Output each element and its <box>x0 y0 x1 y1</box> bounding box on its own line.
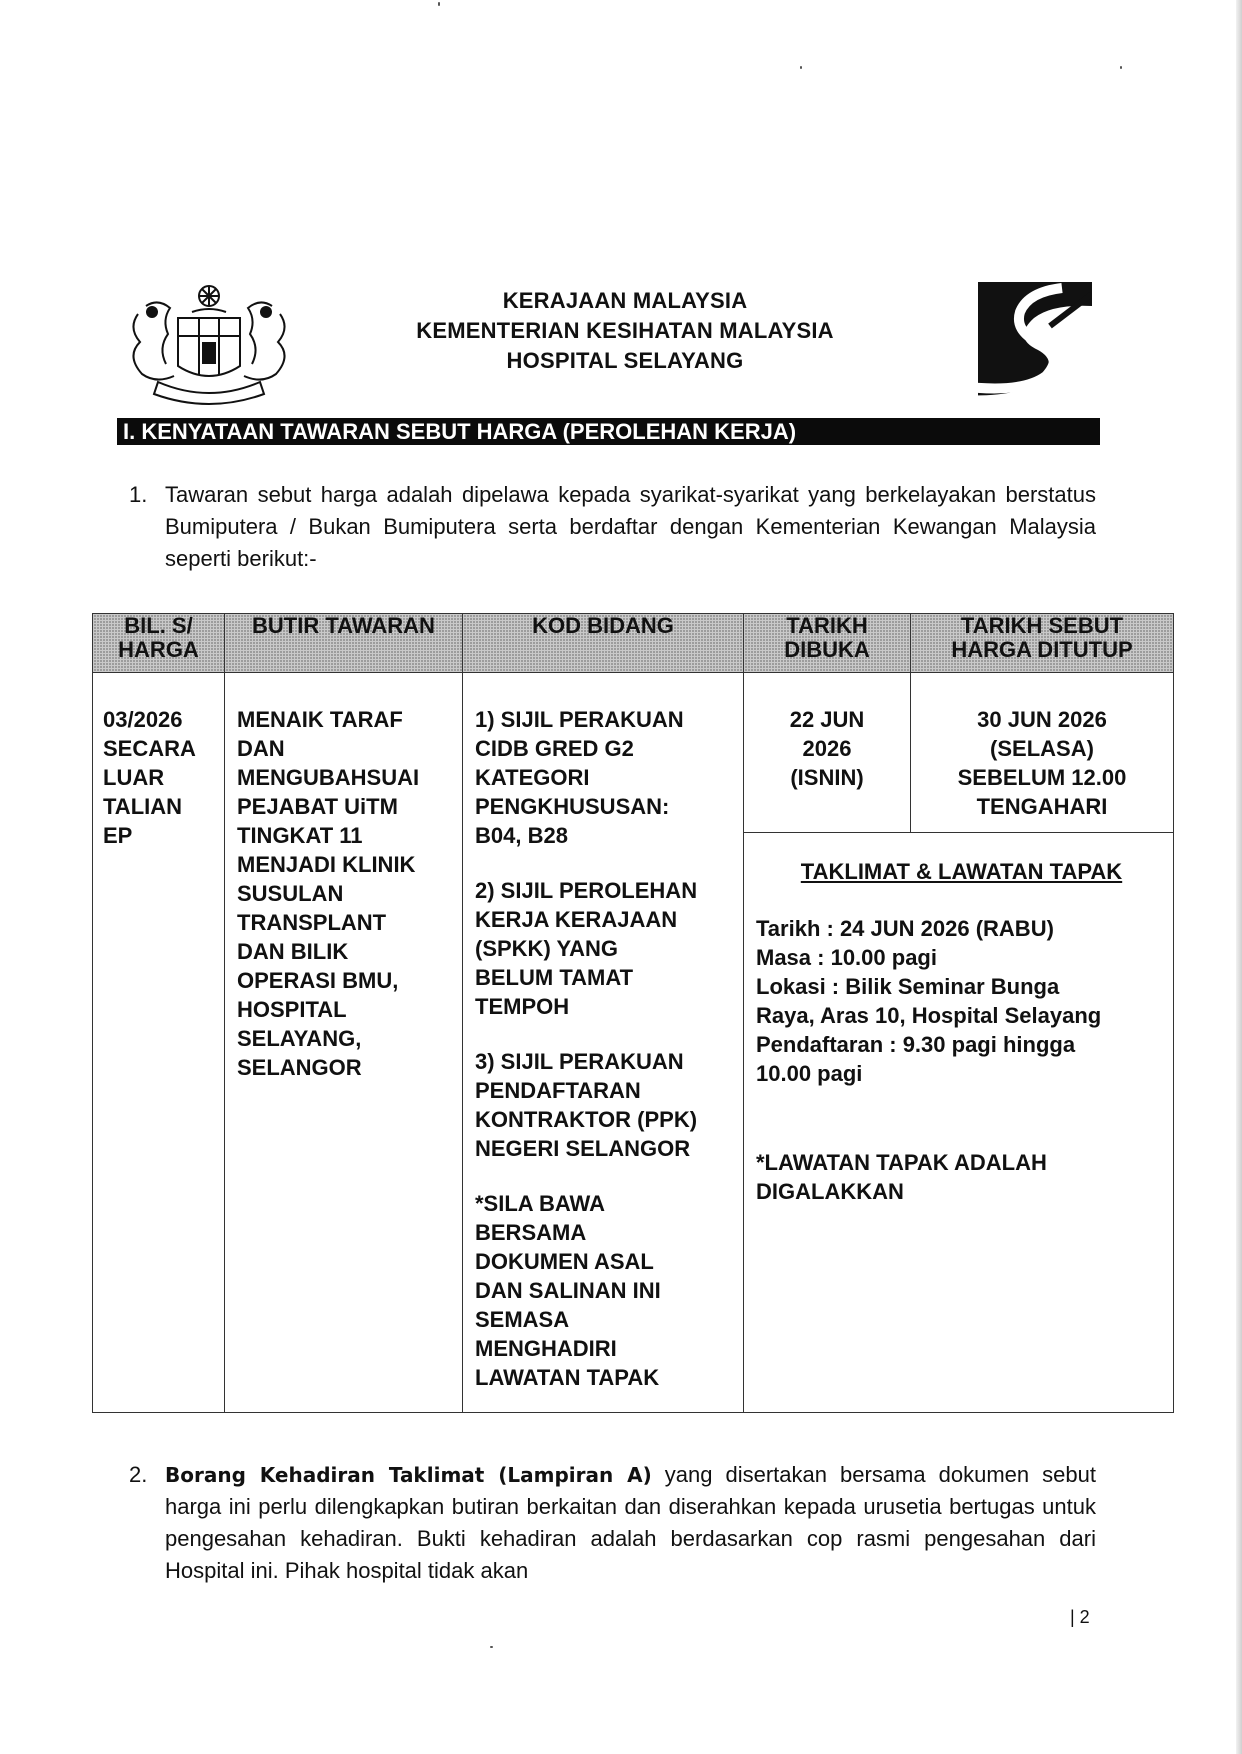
header-text: TARIKH <box>786 613 868 638</box>
cell-line: PENGKHUSUSAN: <box>475 794 670 819</box>
cell-line: 3) SIJIL PERAKUAN <box>475 1049 684 1074</box>
header-kod: KOD BIDANG <box>463 614 744 673</box>
paragraph-bold-text: Borang Kehadiran Taklimat (Lampiran A) <box>165 1463 652 1487</box>
cell-line: (SPKK) YANG <box>475 936 619 961</box>
taklimat-line: Raya, Aras 10, Hospital Selayang <box>756 1003 1102 1028</box>
cell-line: 2) SIJIL PEROLEHAN <box>475 878 698 903</box>
cell-line: (ISNIN) <box>790 765 864 790</box>
cell-line: SUSULAN <box>237 881 344 906</box>
header-line-government: KERAJAAN MALAYSIA <box>502 288 748 313</box>
header-butir: BUTIR TAWARAN <box>225 614 463 673</box>
scan-speck <box>438 2 440 6</box>
paragraph-1 <box>129 479 1096 575</box>
taklimat-title: TAKLIMAT & LAWATAN TAPAK <box>800 859 1123 884</box>
offer-table <box>92 613 1174 1413</box>
cell-line: TENGAHARI <box>976 794 1108 819</box>
cell-line: TINGKAT 11 <box>237 823 363 848</box>
cell-butir <box>225 673 463 1413</box>
taklimat-line: Lokasi : Bilik Seminar Bunga <box>756 974 1060 999</box>
cell-line: BERSAMA <box>475 1220 587 1245</box>
hospital-selayang-logo <box>942 282 1092 404</box>
cell-line: (SELASA) <box>990 736 1094 761</box>
cell-line: *SILA BAWA <box>475 1191 605 1216</box>
taklimat-line: Tarikh : 24 JUN 2026 (RABU) <box>756 916 1054 941</box>
spacer <box>475 1163 739 1189</box>
cell-line: SECARA <box>103 736 196 761</box>
header-dibuka <box>744 614 911 673</box>
cell-line: 2026 <box>802 736 852 761</box>
cell-line: LUAR <box>103 765 165 790</box>
page-number: | 2 <box>1070 1607 1090 1627</box>
cell-line: SELANGOR <box>237 1055 362 1080</box>
cell-line: OPERASI BMU, <box>237 968 399 993</box>
cell-line: B04, B28 <box>475 823 568 848</box>
cell-taklimat <box>744 833 1174 1413</box>
taklimat-note: *LAWATAN TAPAK ADALAH <box>756 1150 1047 1175</box>
cell-line: MENJADI KLINIK <box>237 852 416 877</box>
cell-line: PENDAFTARAN <box>475 1078 641 1103</box>
paragraph-text: yang disertakan bersama dokumen sebut harga ini perlu dilengkapkan butiran berkaitan dan diserahkan kepada urusetia bertugas untuk pengesahan kehadiran. Bukti kehadiran adalah berdasarkan cop rasmi pengesahan dari Hospital ini. Pihak hospital tidak akan <box>165 1462 1096 1583</box>
cell-line: MENAIK TARAF <box>237 707 403 732</box>
taklimat-note: DIGALAKKAN <box>756 1179 904 1204</box>
scan-speck <box>490 1646 493 1648</box>
header-text: TARIKH SEBUT <box>960 613 1124 638</box>
table-header-row <box>93 614 1174 673</box>
cell-line: DOKUMEN ASAL <box>475 1249 654 1274</box>
cell-line: DAN <box>237 736 285 761</box>
cell-line: 22 JUN <box>789 707 865 732</box>
taklimat-line: Pendaftaran : 9.30 pagi hingga <box>756 1032 1076 1057</box>
paragraph-2 <box>129 1459 1096 1587</box>
cell-line: CIDB GRED G2 <box>475 736 634 761</box>
taklimat-line: 10.00 pagi <box>756 1061 863 1086</box>
cell-dibuka <box>744 673 911 833</box>
cell-line: TRANSPLANT <box>237 910 387 935</box>
cell-line: SEBELUM 12.00 <box>957 765 1127 790</box>
cell-line: DAN SALINAN INI <box>475 1278 661 1303</box>
spacer <box>756 1088 1167 1148</box>
cell-line: TEMPOH <box>475 994 570 1019</box>
scan-speck <box>1120 66 1122 69</box>
cell-line: 1) SIJIL PERAKUAN <box>475 707 684 732</box>
cell-line: NEGERI SELANGOR <box>475 1136 691 1161</box>
letterhead <box>330 286 920 376</box>
cell-line: BELUM TAMAT <box>475 965 634 990</box>
header-text: BIL. S/ <box>124 613 193 638</box>
cell-bil <box>93 673 225 1413</box>
cell-line: KONTRAKTOR (PPK) <box>475 1107 698 1132</box>
cell-line: EP <box>103 823 133 848</box>
header-text: HARGA DITUTUP <box>951 637 1133 662</box>
cell-line: KATEGORI <box>475 765 590 790</box>
scan-speck <box>800 66 802 69</box>
section-title-bar: I. KENYATAAN TAWARAN SEBUT HARGA (PEROLEHAN KERJA) <box>117 418 1100 445</box>
scan-edge <box>1236 0 1242 1754</box>
table-row <box>93 673 1174 833</box>
cell-line: KERJA KERAJAAN <box>475 907 678 932</box>
spacer <box>475 1021 739 1047</box>
cell-line: TALIAN <box>103 794 183 819</box>
paragraph-number: 1. <box>129 482 148 507</box>
header-line-hospital: HOSPITAL SELAYANG <box>506 348 744 373</box>
taklimat-line: Masa : 10.00 pagi <box>756 945 937 970</box>
spacer <box>475 850 739 876</box>
header-line-ministry: KEMENTERIAN KESIHATAN MALAYSIA <box>416 318 834 343</box>
header-text: HARGA <box>118 637 199 662</box>
header-text: DIBUKA <box>784 637 870 662</box>
header-ditutup <box>911 614 1174 673</box>
paragraph-text: Tawaran sebut harga adalah dipelawa kepada syarikat-syarikat yang berkelayakan berstatus Bumiputera / Bukan Bumiputera serta berdaftar dengan Kementerian Kewangan Malaysia seperti berikut:- <box>165 482 1096 571</box>
cell-line: MENGHADIRI <box>475 1336 617 1361</box>
cell-line: DAN BILIK <box>237 939 349 964</box>
cell-line: HOSPITAL <box>237 997 347 1022</box>
cell-line: LAWATAN TAPAK <box>475 1365 660 1390</box>
header-bil <box>93 614 225 673</box>
cell-line: SELAYANG, <box>237 1026 362 1051</box>
cell-line: 30 JUN 2026 <box>977 707 1107 732</box>
cell-line: SEMASA <box>475 1307 570 1332</box>
cell-kod <box>463 673 744 1413</box>
cell-line: PEJABAT UiTM <box>237 794 398 819</box>
cell-ditutup <box>911 673 1174 833</box>
coat-of-arms-logo <box>118 278 300 408</box>
cell-line: 03/2026 <box>103 707 183 732</box>
cell-line: MENGUBAHSUAI <box>237 765 420 790</box>
paragraph-number: 2. <box>129 1462 148 1487</box>
